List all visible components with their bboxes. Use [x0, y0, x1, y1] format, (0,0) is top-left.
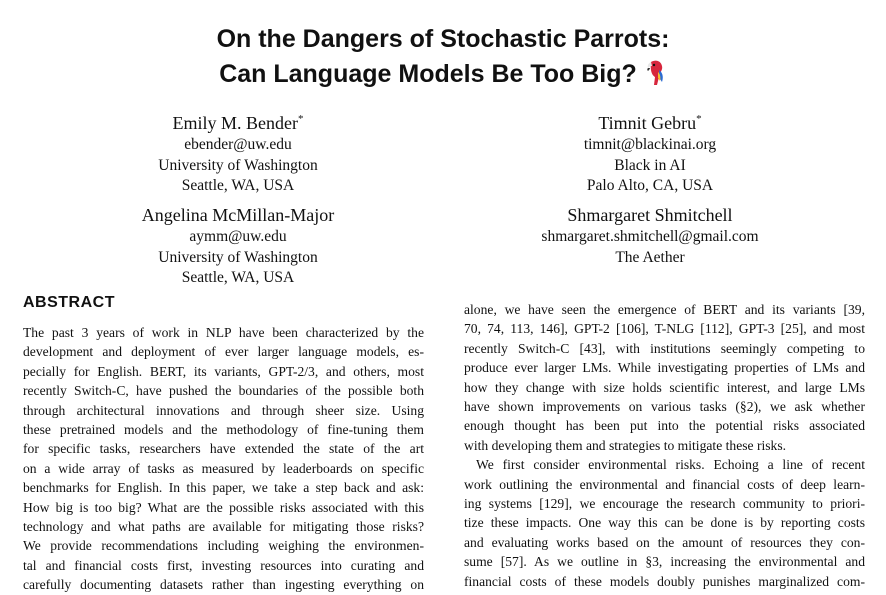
author-affiliation: University of Washington	[158, 248, 318, 266]
text-line: work outlining the environmental and financial costs of deep learn-	[464, 476, 865, 492]
author-affiliation: The Aether	[615, 248, 685, 266]
text-line: for specific tasks, researchers have extended the state of the art	[23, 441, 424, 457]
text-line: tize these impacts. One way this can be done is by reporting costs	[464, 515, 865, 531]
author-block-mcmillan-major	[88, 203, 388, 289]
author-email: aymm@uw.edu	[189, 228, 287, 245]
abstract-heading: ABSTRACT	[23, 294, 115, 311]
paper-title-line-2	[0, 57, 886, 95]
author-name-text: Timnit Gebru	[598, 113, 697, 133]
text-line: carefully documenting datasets rather than ingesting everything on	[23, 577, 424, 593]
text-line: produce ever larger LMs. While investigating properties of LMs and	[464, 360, 865, 376]
introduction-body	[464, 300, 865, 591]
author-email: shmargaret.shmitchell@gmail.com	[541, 228, 759, 245]
text-line: through architectural innovations and through sheer size. Using	[23, 402, 424, 418]
parrot-icon	[643, 58, 667, 95]
text-line: alone, we have seen the emergence of BERT and its variants [39,	[464, 302, 865, 317]
author-name: Shmargaret Shmitchell	[567, 205, 733, 225]
author-affiliation: University of Washington	[158, 156, 318, 174]
text-line: The past 3 years of work in NLP have been characterized by the	[23, 325, 424, 340]
author-name: Angelina McMillan-Major	[141, 205, 335, 225]
text-line: how they change with size holds scientific interest, and large LMs	[464, 379, 865, 395]
text-line: sume [57]. As we outline in §3, increasing the environmental and	[464, 554, 865, 570]
author-email: timnit@blackinai.org	[583, 136, 717, 153]
text-line: recently Switch-C [43], with institutions seemingly competing to	[464, 340, 865, 356]
author-email: ebender@uw.edu	[184, 136, 292, 153]
text-line: and evaluating works based on the amount of resources they con-	[464, 534, 865, 550]
text-line: enough thought has been put into the potential risks associated	[464, 418, 865, 434]
text-line: have shown improvements on various tasks (§2), we ask whether	[464, 399, 865, 415]
author-location: Seattle, WA, USA	[181, 177, 295, 194]
author-block-shmitchell	[500, 203, 800, 268]
text-line: 70, 74, 113, 146], GPT-2 [106], T-NLG [112], GPT-3 [25], and most	[464, 321, 865, 337]
text-line: recently Switch-C, have pushed the boundaries of the possible both	[23, 383, 424, 399]
text-line: on a wide array of tasks as measured by leaderboards on specific	[23, 460, 424, 476]
text-line: pecially for English. BERT, its variants, GPT-2/3, and others, most	[23, 363, 424, 379]
text-line: with developing them and strategies to mitigate these risks.	[464, 437, 787, 453]
author-name	[500, 107, 800, 135]
equal-contribution-mark: *	[297, 113, 304, 125]
text-line: We first consider environmental risks. Echoing a line of recent	[476, 457, 865, 473]
text-line: technology and what paths are available for mitigating those risks?	[23, 519, 424, 535]
abstract-body	[23, 323, 424, 595]
author-block-gebru	[500, 107, 800, 197]
paper-title-line-2-text: Can Language Models Be Too Big?	[219, 60, 637, 88]
author-name	[88, 107, 388, 135]
author-name-text: Emily M. Bender	[172, 113, 298, 133]
text-line: tal and financial costs first, investing resources into curating and	[23, 557, 424, 573]
text-line: ing systems [129], we encourage the research community to priori-	[464, 496, 865, 512]
equal-contribution-mark: *	[696, 113, 702, 125]
text-line: How big is too big? What are the possible risks associated with this	[23, 499, 424, 515]
text-line: these pretrained models and the methodology of fine-tuning them	[23, 422, 424, 438]
text-line: We provide recommendations including weighing the environmen-	[23, 538, 424, 554]
author-affiliation: Black in AI	[614, 156, 686, 174]
text-line: benchmarks for English. In this paper, we take a step back and ask:	[23, 480, 424, 496]
text-line: financial costs of these models doubly punishes marginalized com-	[464, 573, 865, 589]
author-block-bender	[88, 107, 388, 197]
author-location: Palo Alto, CA, USA	[586, 177, 714, 194]
paper-title-line-1: On the Dangers of Stochastic Parrots:	[216, 25, 670, 53]
author-location: Seattle, WA, USA	[181, 269, 295, 286]
text-line: development and deployment of ever larger language models, es-	[23, 344, 424, 360]
